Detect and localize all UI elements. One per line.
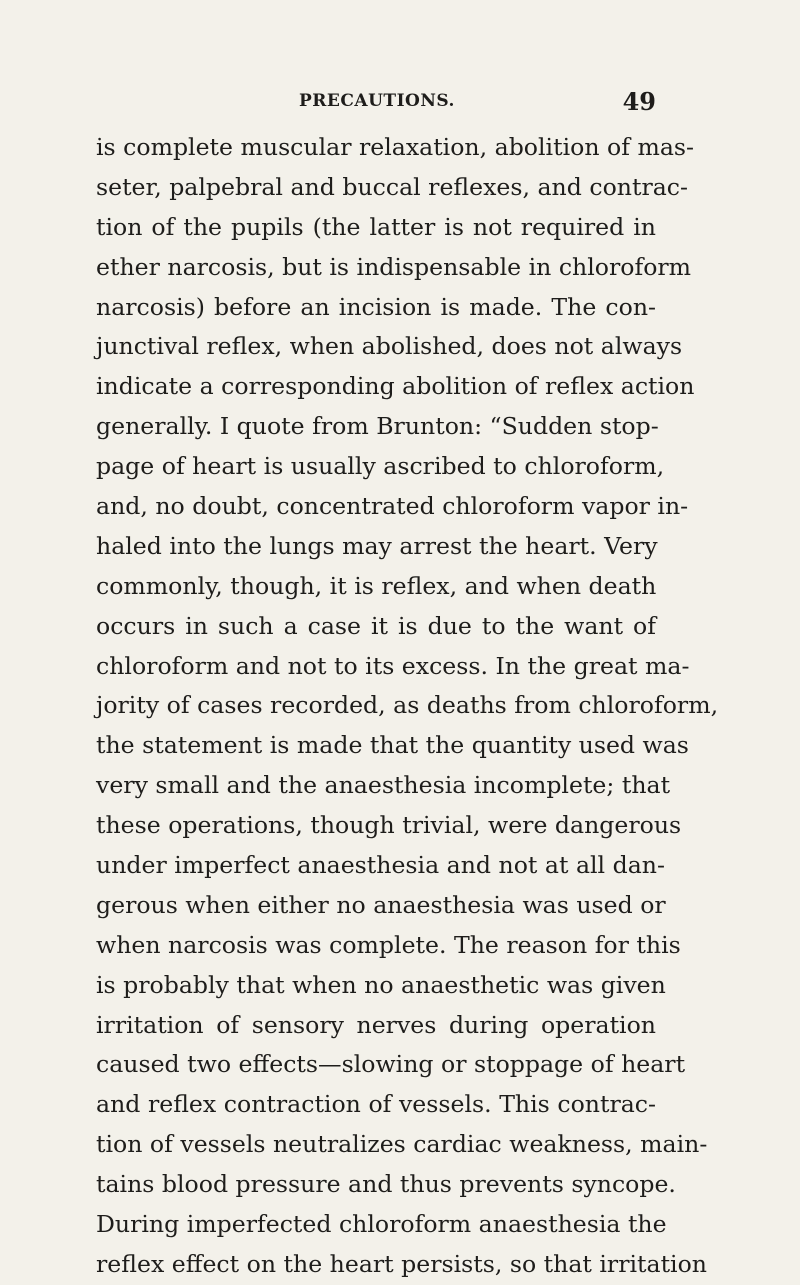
text-line: when narcosis was complete. The reason for this bbox=[96, 930, 681, 959]
page-number: 49 bbox=[622, 87, 656, 116]
text-line: caused two effects—slowing or stoppage of heart bbox=[96, 1050, 686, 1079]
text-line: page of heart is usually ascribed to chloroform, bbox=[96, 452, 665, 481]
text-line: occurs in such a case it is due to the want of bbox=[96, 611, 656, 640]
text-line: irritation of sensory nerves during operation bbox=[96, 1010, 656, 1039]
text-line: is complete muscular relaxation, abolition of mas- bbox=[96, 133, 694, 161]
running-title: PRECAUTIONS. bbox=[299, 91, 455, 111]
text-line: under imperfect anaesthesia and not at all dan- bbox=[96, 851, 665, 880]
text-line: generally. I quote from Brunton: “Sudden stop- bbox=[96, 412, 659, 441]
text-line: During imperfected chloroform anaesthesia the bbox=[96, 1210, 667, 1239]
text-line: commonly, though, it is reflex, and when death bbox=[96, 571, 657, 600]
running-header bbox=[96, 87, 656, 121]
text-line: chloroform and not to its excess. In the great ma- bbox=[96, 651, 690, 680]
text-line: haled into the lungs may arrest the heart. Very bbox=[96, 531, 658, 560]
text-line: is probably that when no anaesthetic was given bbox=[96, 970, 666, 999]
text-line: indicate a corresponding abolition of reflex action bbox=[96, 372, 695, 401]
text-line: and, no doubt, concentrated chloroform vapor in- bbox=[96, 492, 689, 521]
text-line: tion of vessels neutralizes cardiac weakness, main- bbox=[96, 1130, 708, 1159]
text-line: tion of the pupils (the latter is not required in bbox=[96, 212, 656, 241]
text-line: very small and the anaesthesia incomplete; that bbox=[96, 771, 671, 800]
text-line: junctival reflex, when abolished, does not always bbox=[96, 332, 683, 361]
text-line: jority of cases recorded, as deaths from chloroform, bbox=[96, 691, 719, 720]
text-line: these operations, though trivial, were dangerous bbox=[96, 811, 682, 840]
text-line: narcosis) before an incision is made. The con- bbox=[96, 292, 656, 321]
text-line: tains blood pressure and thus prevents syncope. bbox=[96, 1170, 676, 1199]
text-line: the statement is made that the quantity used was bbox=[96, 731, 689, 760]
text-line: gerous when either no anaesthesia was used or bbox=[96, 890, 666, 919]
text-line: ether narcosis, but is indispensable in chloroform bbox=[96, 252, 692, 281]
body-text bbox=[96, 128, 719, 1285]
text-line: seter, palpebral and buccal reflexes, and contrac- bbox=[96, 172, 688, 201]
text-line: and reflex contraction of vessels. This contrac- bbox=[96, 1090, 656, 1119]
text-line: reflex effect on the heart persists, so that irritation bbox=[96, 1249, 708, 1278]
